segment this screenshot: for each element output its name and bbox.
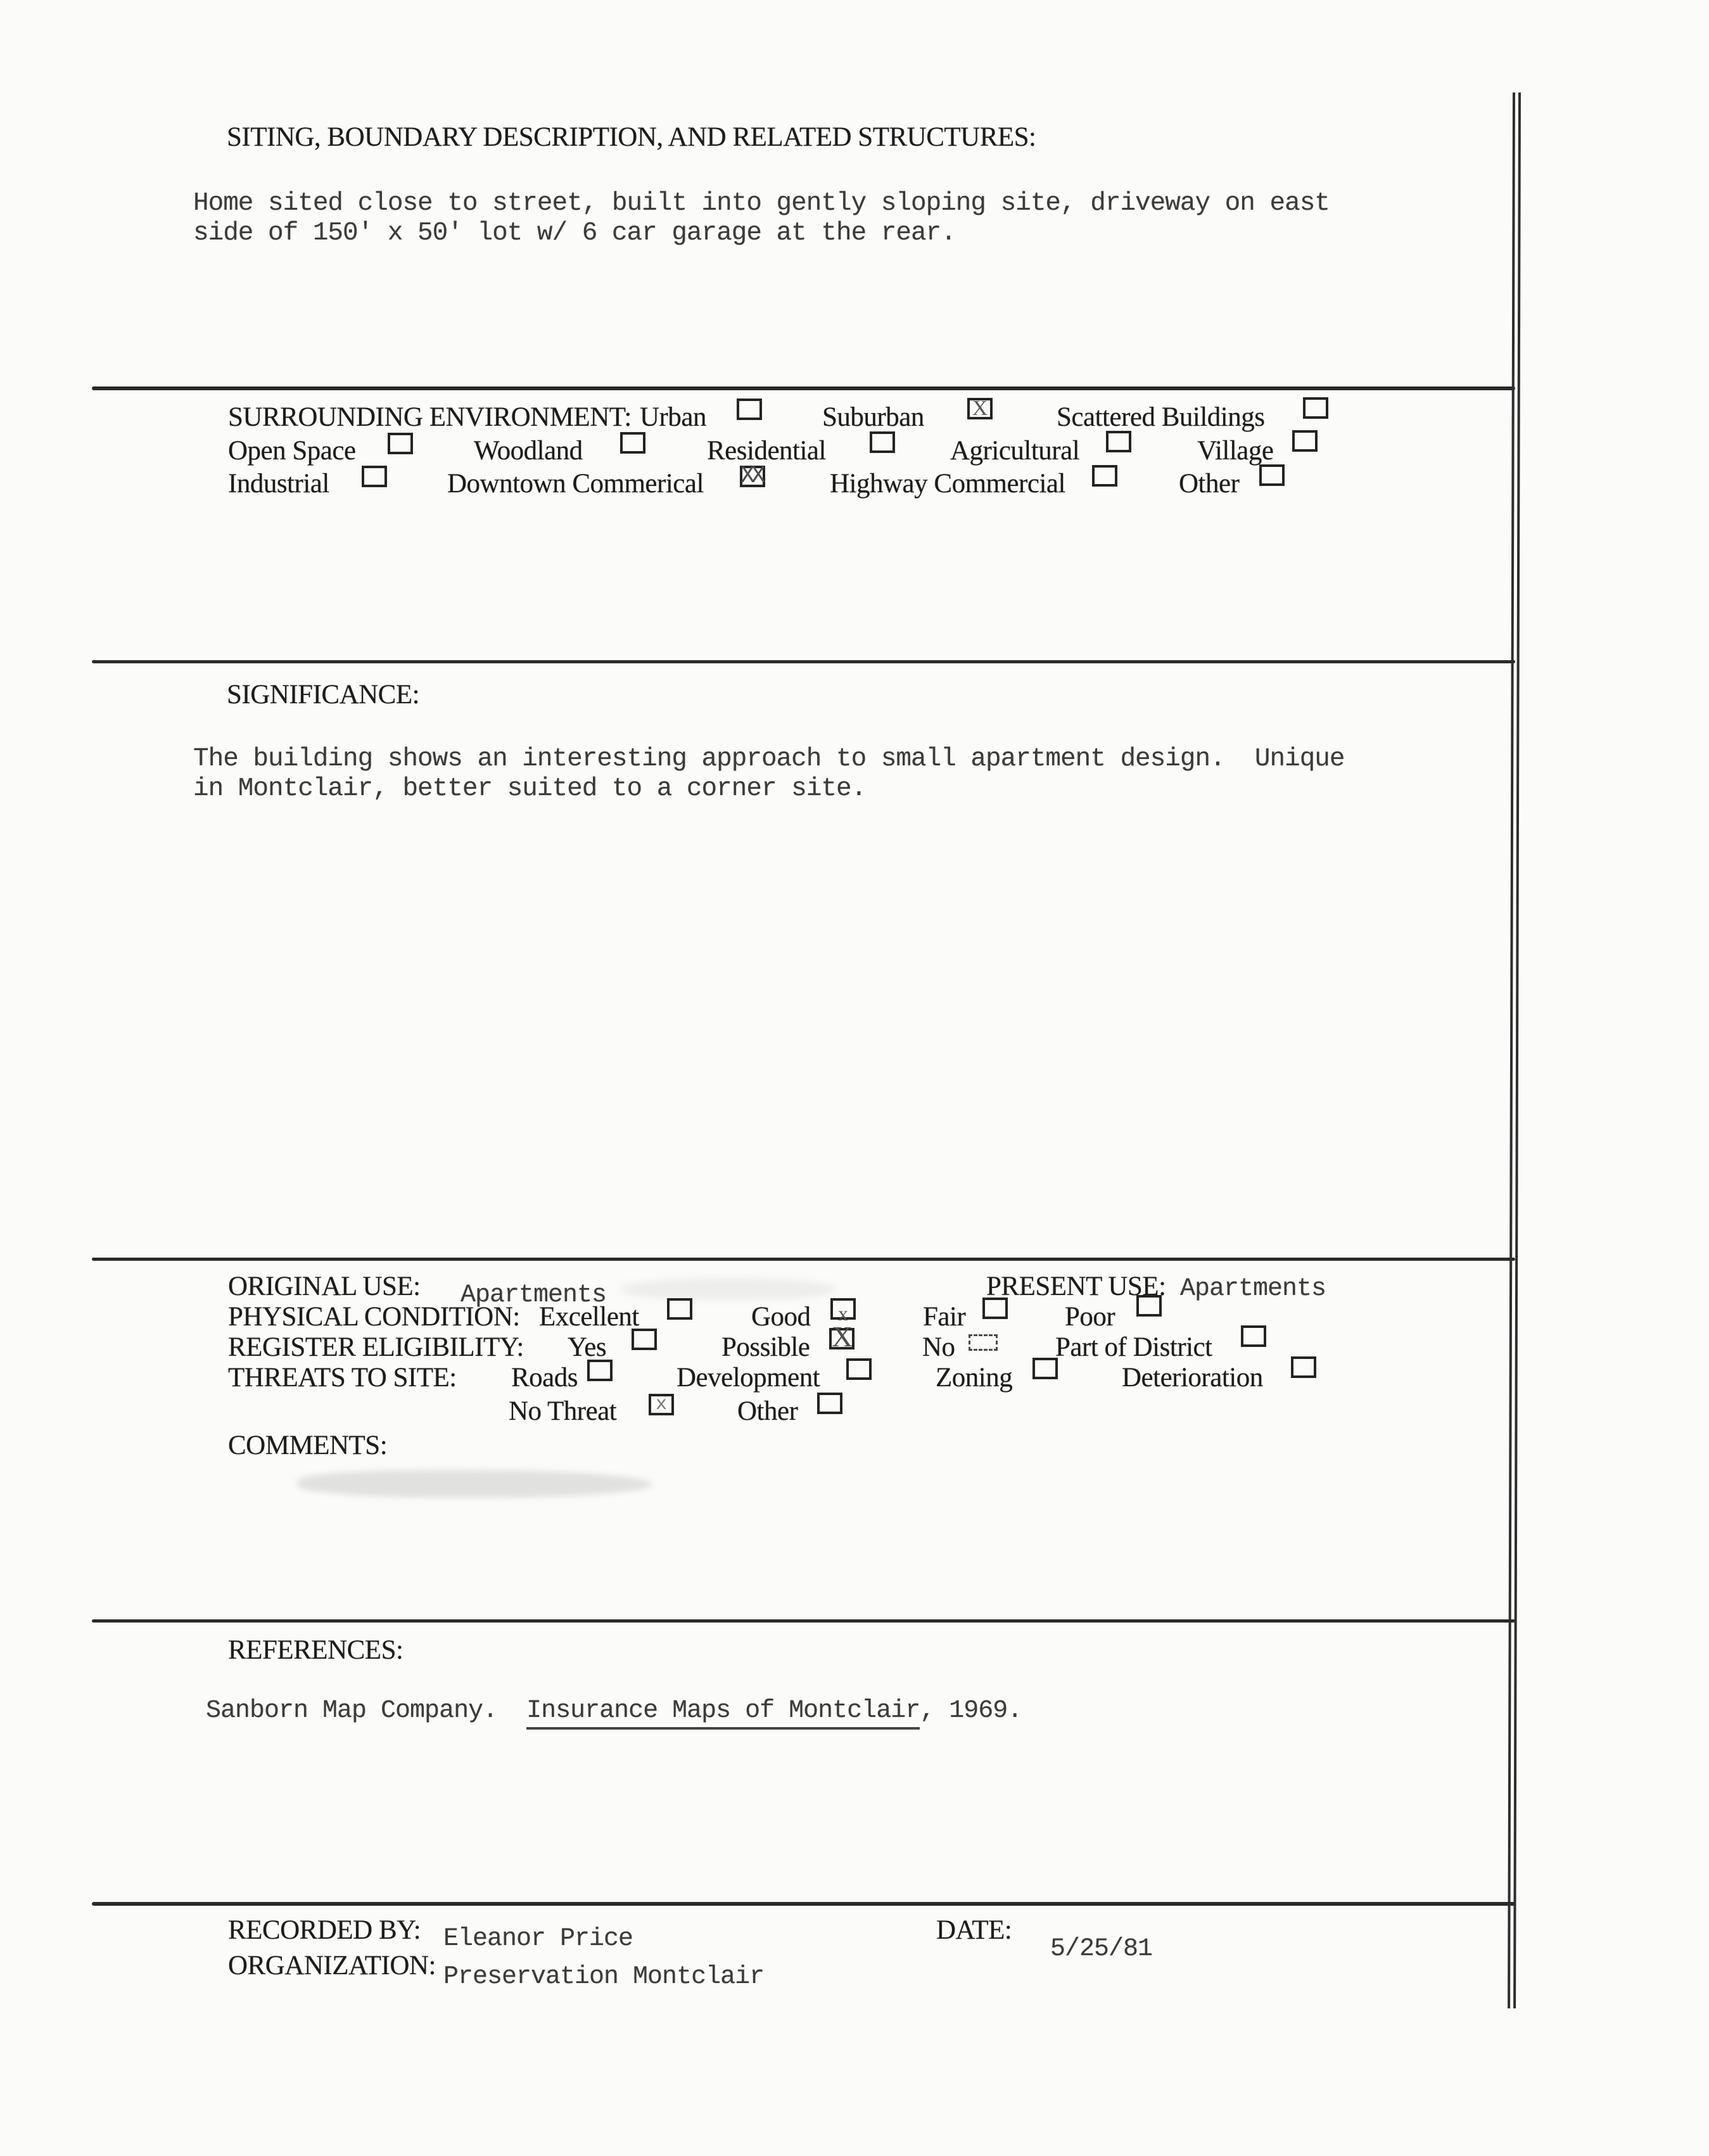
condition-option-label-good: Good	[751, 1302, 811, 1332]
environment-heading: SURROUNDING ENVIRONMENT:	[228, 402, 632, 432]
env-checkbox-village[interactable]	[1292, 430, 1318, 452]
checkbox-mark: X	[972, 397, 988, 420]
env-option-label-residential: Residential	[707, 436, 826, 466]
env-checkbox-urban[interactable]	[737, 399, 762, 420]
significance-text-line1: The building shows an interesting approach to small apartment design. Unique	[193, 744, 1345, 774]
env-option-label-scattered-buildings: Scattered Buildings	[1057, 402, 1265, 432]
env-checkbox-other[interactable]	[1259, 464, 1285, 486]
section-divider-footer	[92, 1902, 1515, 1906]
condition-checkbox-excellent[interactable]	[667, 1298, 692, 1320]
condition-option-label-fair: Fair	[923, 1302, 966, 1332]
page-edge-double-rule	[1508, 92, 1522, 2008]
comments-label: COMMENTS:	[228, 1431, 388, 1460]
checkbox-mark: X	[832, 1320, 853, 1353]
section-divider-references	[92, 1619, 1515, 1623]
page-edge-rule-line	[1513, 92, 1521, 2008]
reference-citation	[206, 1697, 1022, 1725]
threats-option-label-zoning: Zoning	[936, 1363, 1013, 1393]
env-option-label-industrial: Industrial	[228, 469, 329, 499]
condition-option-label-poor: Poor	[1065, 1302, 1115, 1332]
env-option-label-other: Other	[1179, 469, 1240, 499]
threats-checkbox-roads[interactable]	[587, 1360, 613, 1381]
eligibility-checkbox-no[interactable]	[969, 1334, 998, 1351]
condition-checkbox-fair[interactable]	[982, 1298, 1008, 1319]
siting-text-line2: side of 150' x 50' lot w/ 6 car garage at the rear.	[193, 219, 956, 248]
env-option-label-agricultural: Agricultural	[950, 436, 1080, 466]
recorded-by-value: Eleanor Price	[443, 1925, 633, 1953]
threats-option-label-no-threat: No Threat	[509, 1396, 617, 1426]
env-checkbox-residential[interactable]	[870, 431, 895, 453]
threats-to-site-label: THREATS TO SITE:	[228, 1363, 457, 1393]
condition-checkbox-good[interactable]	[830, 1298, 856, 1325]
checkbox-mark: x	[655, 1394, 667, 1415]
env-checkbox-agricultural[interactable]	[1106, 431, 1131, 452]
reference-citation-title: Insurance Maps of Montclair	[526, 1697, 920, 1730]
organization-label: ORGANIZATION:	[228, 1951, 436, 1981]
present-use-label: PRESENT USE:	[986, 1272, 1166, 1301]
significance-text-line2: in Montclair, better suited to a corner site.	[193, 774, 867, 803]
scan-smudge	[298, 1470, 652, 1498]
significance-heading: SIGNIFICANCE:	[227, 680, 420, 710]
threats-option-label-deterioration: Deterioration	[1122, 1363, 1263, 1393]
recorded-by-label: RECORDED BY:	[228, 1915, 421, 1945]
references-heading: REFERENCES:	[228, 1635, 403, 1665]
scan-smudge	[621, 1279, 836, 1300]
section-divider-use	[92, 1258, 1515, 1261]
threats-checkbox-development[interactable]	[846, 1358, 872, 1380]
threats-checkbox-other[interactable]	[817, 1393, 842, 1414]
checkbox-mark: x	[838, 1302, 848, 1325]
threats-option-label-development: Development	[677, 1363, 820, 1393]
organization-value: Preservation Montclair	[443, 1963, 765, 1991]
siting-section-heading: SITING, BOUNDARY DESCRIPTION, AND RELATED STRUCTURES:	[227, 122, 1036, 152]
eligibility-checkbox-possible[interactable]	[829, 1320, 854, 1353]
threats-checkbox-no-threat[interactable]	[649, 1394, 674, 1415]
checkbox-mark: XX	[740, 462, 762, 490]
eligibility-option-label-possible: Possible	[721, 1332, 810, 1362]
reference-citation-suffix: , 1969.	[920, 1697, 1022, 1725]
env-option-label-open-space: Open Space	[228, 436, 356, 466]
env-checkbox-highway-commercial[interactable]	[1092, 465, 1117, 487]
condition-checkbox-poor[interactable]	[1136, 1295, 1162, 1317]
date-value: 5/25/81	[1050, 1935, 1153, 1963]
env-checkbox-downtown-commerical[interactable]	[740, 462, 765, 490]
env-checkbox-scattered-buildings[interactable]	[1303, 397, 1328, 419]
eligibility-option-label-no: No	[922, 1332, 955, 1362]
env-checkbox-industrial[interactable]	[362, 466, 387, 487]
section-divider-significance	[92, 660, 1515, 663]
threats-checkbox-deterioration[interactable]	[1291, 1356, 1316, 1378]
original-use-label: ORIGINAL USE:	[228, 1272, 421, 1301]
physical-condition-label: PHYSICAL CONDITION:	[228, 1302, 520, 1332]
env-option-label-woodland: Woodland	[474, 436, 583, 466]
eligibility-checkbox-part-of-district[interactable]	[1241, 1325, 1266, 1347]
register-eligibility-label: REGISTER ELIGIBILITY:	[228, 1332, 524, 1362]
condition-option-label-excellent: Excellent	[539, 1302, 639, 1332]
env-option-label-highway-commercial: Highway Commercial	[830, 469, 1065, 499]
env-option-label-urban: Urban	[640, 402, 706, 432]
eligibility-option-label-yes: Yes	[568, 1332, 607, 1362]
threats-checkbox-zoning[interactable]	[1032, 1358, 1058, 1379]
present-use-value: Apartments	[1180, 1275, 1326, 1303]
env-option-label-village: Village	[1197, 436, 1274, 466]
env-checkbox-woodland[interactable]	[620, 432, 645, 454]
siting-text-line1: Home sited close to street, built into gently sloping site, driveway on east	[193, 189, 1330, 218]
reference-citation-prefix: Sanborn Map Company.	[206, 1697, 527, 1725]
eligibility-checkbox-yes[interactable]	[632, 1329, 657, 1350]
date-label: DATE:	[936, 1915, 1012, 1945]
threats-option-label-roads: Roads	[511, 1363, 578, 1393]
env-option-label-downtown-commerical: Downtown Commerical	[447, 469, 704, 499]
threats-option-label-other: Other	[737, 1396, 798, 1426]
env-checkbox-suburban[interactable]	[967, 398, 993, 419]
env-option-label-suburban: Suburban	[822, 402, 924, 432]
original-use-value: Apartments	[461, 1281, 607, 1310]
env-checkbox-open-space[interactable]	[388, 433, 413, 454]
section-divider-environment	[92, 386, 1515, 390]
eligibility-option-label-part-of-district: Part of District	[1055, 1332, 1212, 1362]
